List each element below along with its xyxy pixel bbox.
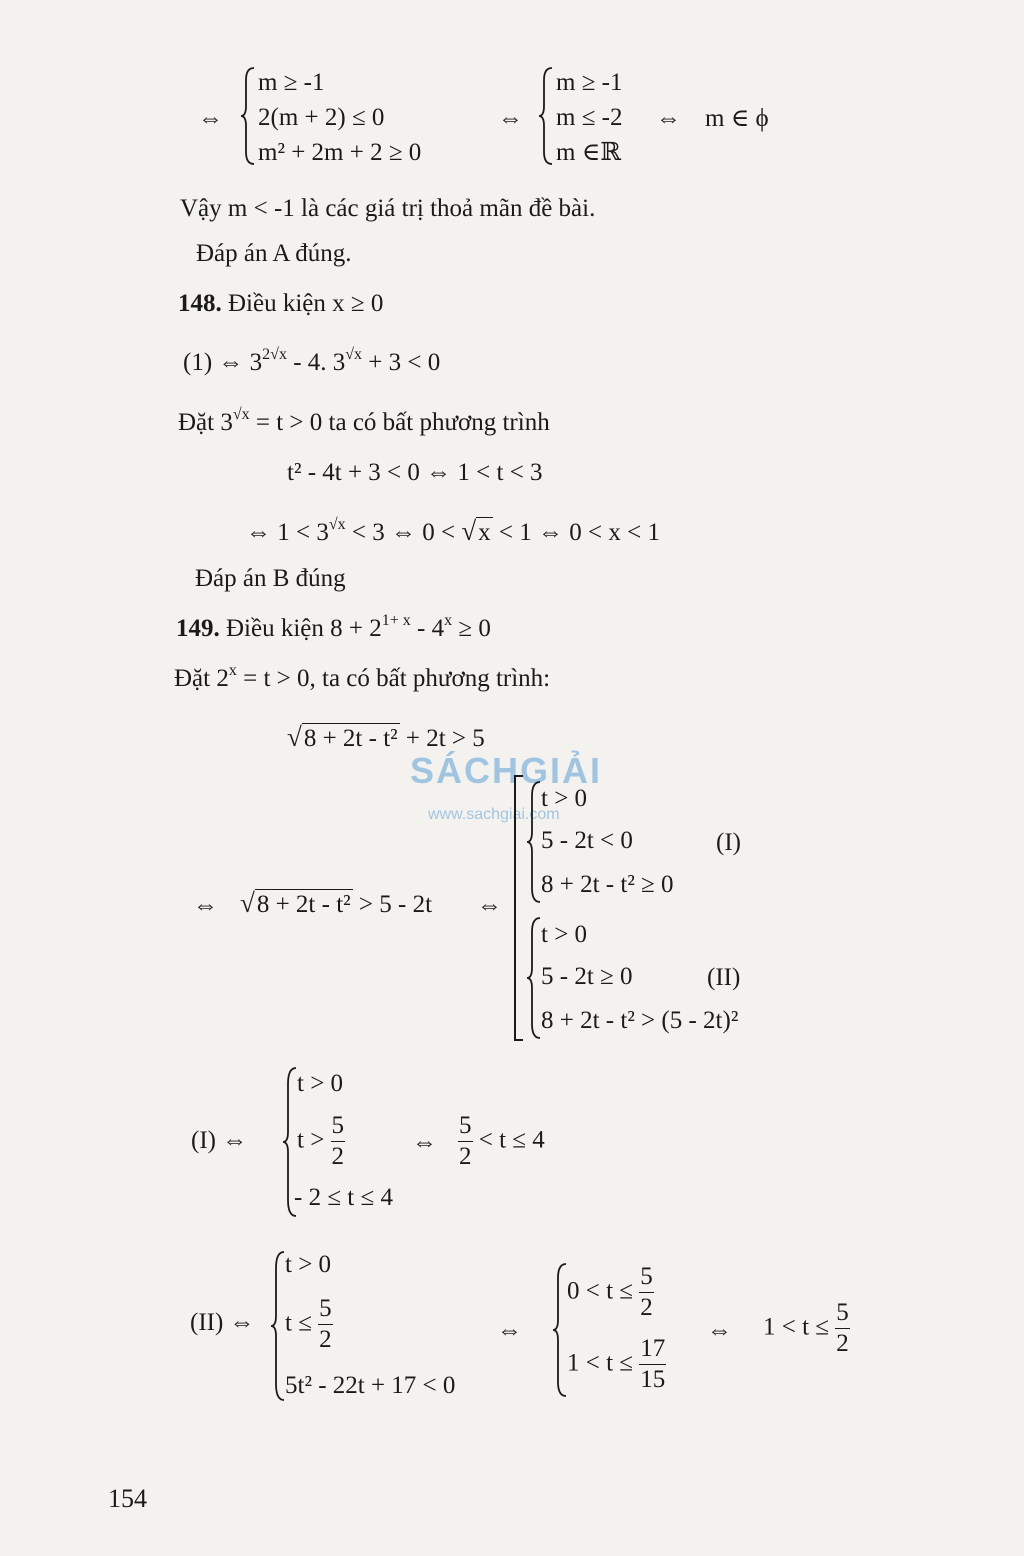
expr-part: = t > 0 ta có bất phương trình (249, 409, 550, 436)
system-line: 2(m + 2) ≤ 0 (258, 104, 385, 131)
system-line: 5 - 2t < 0 (541, 827, 633, 854)
sqrt-expression: √8 + 2t - t² (240, 888, 351, 918)
equiv-arrow: ⇔ (198, 105, 223, 132)
system-line: m ≤ -2 (556, 104, 623, 131)
exponent: 1+ x (381, 612, 411, 629)
system-brace (526, 916, 542, 1040)
fraction-5-2 (639, 1264, 654, 1322)
system-line: m ≥ -1 (258, 69, 325, 96)
system-line (567, 1264, 654, 1322)
problem-number: 148. (178, 290, 222, 317)
expr-part: < 3 ⇔ 0 < (345, 519, 462, 546)
expr-part: = t > 0, ta có bất phương trình: (236, 665, 551, 692)
expr-part: + 3 < 0 (362, 349, 441, 376)
system-brace (552, 1262, 568, 1398)
system-brace (538, 66, 554, 166)
system-line: m ∈ℝ (556, 139, 621, 166)
numerator: 5 (639, 1264, 654, 1293)
numerator: 5 (318, 1296, 333, 1325)
system-line: m ≥ -1 (556, 69, 623, 96)
system-line: 5 - 2t ≥ 0 (541, 963, 633, 990)
denominator: 2 (640, 1294, 653, 1322)
system-line: t > 0 (285, 1251, 332, 1278)
system-line: t > 0 (541, 921, 588, 948)
expr-part: ≥ 0 (452, 615, 491, 642)
system-brace (270, 1250, 286, 1402)
p148-substitution (178, 406, 550, 436)
union-bracket (514, 775, 523, 1041)
expr-part: + 2t > 5 (399, 725, 485, 752)
solution-II-label: (II) ⇔ (190, 1309, 255, 1336)
expr-part: t > (297, 1126, 325, 1154)
p149-equiv-inequality (240, 890, 432, 917)
radicand: 8 + 2t - t² (303, 725, 398, 752)
answer-b: Đáp án B đúng (195, 565, 346, 592)
system-line: m² + 2m + 2 ≥ 0 (258, 139, 422, 166)
solution-I-label: (I) ⇔ (191, 1127, 248, 1154)
system-line (567, 1336, 666, 1394)
system-line: t > 0 (541, 785, 588, 812)
expr-part: Đặt 2 (174, 665, 229, 692)
fraction-5-2 (331, 1113, 346, 1171)
p148-inequality-2 (246, 518, 660, 545)
p149-substitution (174, 662, 551, 692)
denominator: 2 (331, 1143, 345, 1171)
expr-part: < t ≤ 4 (478, 1126, 545, 1154)
equiv-arrow: ⇔ (477, 892, 502, 919)
expr-part: ⇔ 1 < 3 (246, 519, 329, 546)
label-I: (I) (716, 829, 741, 856)
fraction-5-2 (835, 1300, 850, 1358)
numerator: 5 (331, 1113, 346, 1142)
expr-part: Đặt 3 (178, 409, 233, 436)
equiv-arrow: ⇔ (656, 105, 681, 132)
numerator: 5 (458, 1113, 473, 1142)
exponent: x (228, 662, 237, 679)
system-brace (526, 780, 542, 904)
equiv-arrow: ⇔ (497, 1317, 522, 1344)
expr-part: (1) ⇔ 3 (183, 349, 263, 376)
exponent: √x (232, 406, 250, 423)
expr-part: - 4. 3 (286, 349, 346, 376)
fraction-5-2 (458, 1113, 473, 1171)
solution-I-result (458, 1113, 545, 1171)
answer-a: Đáp án A đúng. (196, 240, 352, 267)
expr-part: 1 < t ≤ (763, 1313, 830, 1341)
system-line: 8 + 2t - t² > (5 - 2t)² (541, 1007, 739, 1034)
numerator: 17 (639, 1336, 666, 1365)
denominator: 2 (836, 1330, 849, 1358)
denominator: 2 (459, 1143, 472, 1171)
system-line: 5t² - 22t + 17 < 0 (285, 1372, 456, 1399)
radicand: x (478, 519, 491, 546)
result-text: m ∈ ϕ (705, 105, 769, 132)
expr-part: - 4 (410, 615, 445, 642)
expr-part: t ≤ (285, 1309, 312, 1337)
fraction-17-15 (639, 1336, 666, 1394)
exponent: x (444, 612, 453, 629)
label-II: (II) (707, 964, 741, 991)
page-number: 154 (108, 1484, 147, 1513)
expr-part: < 1 ⇔ 0 < x < 1 (492, 519, 660, 546)
expr-part: > 5 - 2t (352, 891, 433, 918)
radicand: 8 + 2t - t² (256, 891, 351, 918)
expr-part: 0 < t ≤ (567, 1277, 634, 1305)
p148-inequality-1: t² - 4t + 3 < 0 ⇔ 1 < t < 3 (287, 459, 543, 486)
problem-149-heading (176, 612, 491, 642)
exponent: √x (345, 346, 363, 363)
equiv-arrow: ⇔ (412, 1129, 437, 1156)
watermark-url: www.sachgiai.com (428, 806, 560, 823)
p148-line1 (183, 346, 441, 376)
problem-148-heading (178, 291, 383, 316)
system-line (285, 1296, 333, 1354)
problem-number: 149. (176, 615, 220, 642)
denominator: 15 (640, 1366, 666, 1394)
system-line: 8 + 2t - t² ≥ 0 (541, 871, 674, 898)
system-brace (240, 66, 256, 166)
watermark-logo: SÁCHGIẢI (410, 750, 603, 791)
numerator: 5 (835, 1300, 850, 1329)
exponent: 2√x (262, 346, 287, 363)
system-line: - 2 ≤ t ≤ 4 (294, 1184, 393, 1211)
system-line (297, 1113, 345, 1171)
solution-II-result (763, 1300, 850, 1358)
equiv-arrow: ⇔ (498, 105, 523, 132)
conclusion-text: Vậy m < -1 là các giá trị thoả mãn đề bài. (180, 195, 596, 222)
equiv-arrow: ⇔ (707, 1317, 732, 1344)
p149-main-inequality (287, 724, 485, 751)
system-line: t > 0 (297, 1070, 344, 1097)
equiv-arrow: ⇔ (193, 892, 218, 919)
fraction-5-2 (318, 1296, 333, 1354)
denominator: 2 (319, 1326, 332, 1354)
expr-part: Điều kiện 8 + 2 (226, 615, 382, 642)
sqrt-expression: √x (461, 516, 491, 546)
expr-part: 1 < t ≤ (567, 1349, 634, 1377)
sqrt-expression: √8 + 2t - t² (287, 722, 398, 752)
problem-condition: Điều kiện x ≥ 0 (228, 290, 384, 317)
exponent: √x (328, 516, 346, 533)
